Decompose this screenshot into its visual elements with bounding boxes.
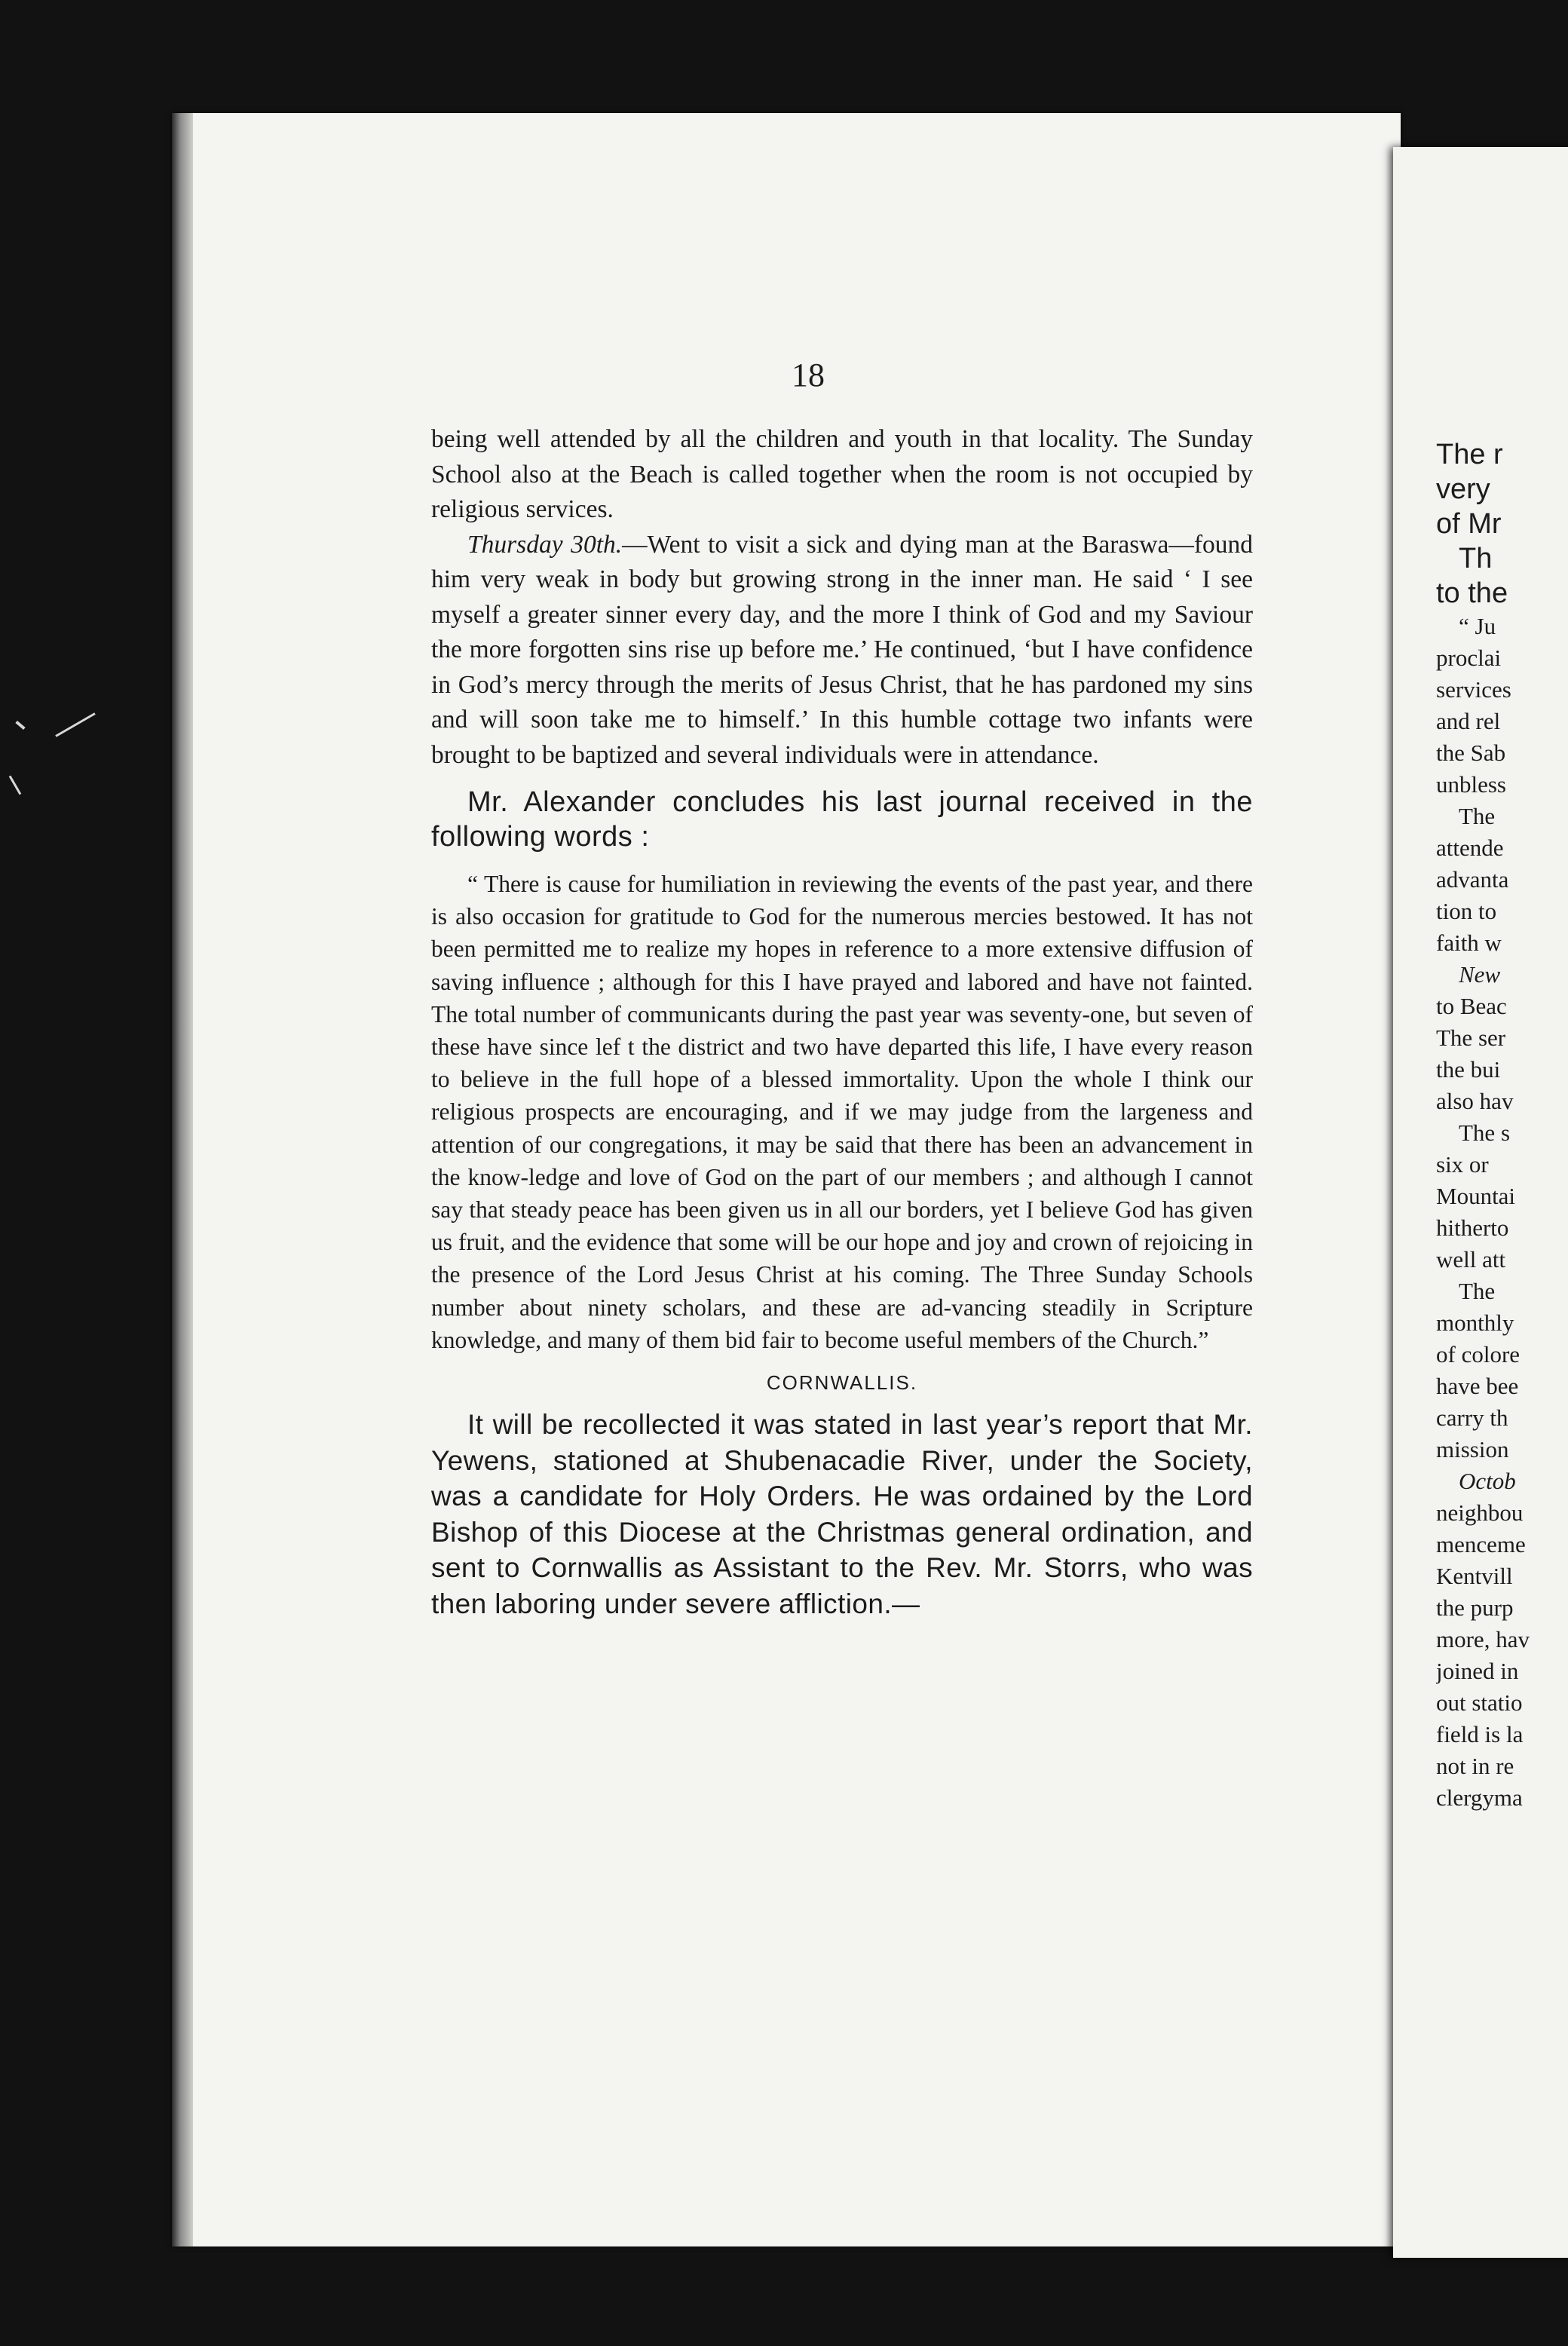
- right-fragment: also hav: [1436, 1088, 1514, 1114]
- right-fragment: Kentvill: [1436, 1563, 1513, 1589]
- right-fragment: to the: [1436, 577, 1508, 609]
- right-fragment: to Beac: [1436, 993, 1507, 1019]
- right-fragment: Th: [1459, 543, 1493, 574]
- right-fragment: of colore: [1436, 1341, 1521, 1367]
- right-fragment: joined in: [1436, 1658, 1519, 1684]
- right-fragment: The ser: [1436, 1024, 1506, 1051]
- right-fragment: advanta: [1436, 866, 1509, 893]
- right-fragment: carry th: [1436, 1404, 1508, 1431]
- page-text: [431, 422, 1253, 1622]
- right-fragment: monthly: [1436, 1309, 1514, 1336]
- film-scratch-mark: [9, 776, 22, 795]
- right-fragment: Mountai: [1436, 1183, 1516, 1209]
- right-fragment: out statio: [1436, 1689, 1523, 1716]
- right-fragment: six or: [1436, 1151, 1489, 1178]
- right-fragment: The r: [1436, 439, 1503, 470]
- right-page-fragments: [1436, 437, 1568, 1814]
- thursday-date: Thursday 30th.: [467, 530, 623, 559]
- thursday-entry: [431, 528, 1253, 773]
- right-fragment: faith w: [1436, 930, 1502, 956]
- page-binding-edge: [172, 113, 193, 2246]
- right-fragment: the purp: [1436, 1594, 1514, 1621]
- right-fragment: well att: [1436, 1246, 1506, 1273]
- right-fragment: Octob: [1459, 1468, 1516, 1494]
- alexander-quote: “ There is cause for humiliation in reviewing the events of the past year, and there is also occasion for gratitude to God for the numerous mercies bestowed. It has not been permitted me to realize my hopes in reference to a more extensive diffusion of saving influence ; although for this I have prayed and labored and have not fainted. The total number of communicants during the past year was seventy-one, but seven of these have since lef t the district and two have departed this life, I have every reason to believe in the full hope of a blessed immortality. Upon the whole I think our religious prospects are encouraging, and if we may judge from the largeness and attention of our congregations, it may be said that there has been an advancement in the know-ledge and love of God on the part of our members ; and although I cannot say that steady peace has been given us in all our borders, yet I believe God has given us fruit, and the evidence that some will be our hope and joy and crown of rejoicing in the presence of the Lord Jesus Christ at his coming. The Three Sunday Schools number about ninety scholars, and these are ad-vancing steadily in Scripture knowledge, and many of them bid fair to become useful members of the Church.”: [431, 871, 1253, 1353]
- right-fragment: and rel: [1436, 708, 1501, 734]
- right-fragment: The: [1459, 803, 1496, 829]
- cornwallis-paragraph: It will be recollected it was stated in last year’s report that Mr. Yewens, stationed at Shubenacadie River, under the Society, was a candidate for Holy Orders. He was ordained by the Lord Bishop of this Diocese at the Christmas general ordination, and sent to Cornwallis as Assistant to the Rev. Mr. Storrs, who was then laboring under severe affliction.—: [431, 1409, 1253, 1619]
- intro-line: [431, 785, 1253, 854]
- thursday-text: —Went to visit a sick and dying man at the Baraswa—found him very weak in body but growing strong in the inner man. He said ‘ I see myself a greater sinner every day, and the more I think of God and my Saviour the more forgotten sins rise up before me.’ He continued, ‘but I have confidence in God’s mercy through the merits of Jesus Christ, that he has pardoned my sins and will soon take me to himself.’ In this humble cottage two infants were brought to be baptized and several individuals were in attendance.: [431, 530, 1253, 769]
- right-fragment: The: [1459, 1278, 1496, 1304]
- right-fragment: tion to: [1436, 898, 1497, 924]
- right-fragment: menceme: [1436, 1531, 1526, 1557]
- right-fragment: very: [1436, 473, 1490, 505]
- right-fragment: the Sab: [1436, 740, 1506, 766]
- right-fragment: attende: [1436, 835, 1504, 861]
- right-fragment: The s: [1459, 1119, 1511, 1146]
- right-fragment: unbless: [1436, 771, 1506, 798]
- right-fragment: field is la: [1436, 1721, 1524, 1747]
- intro-line-text: Mr. Alexander concludes his last journal received in the following words :: [431, 786, 1253, 853]
- right-fragment: New: [1459, 961, 1501, 988]
- film-scratch-mark: [15, 721, 25, 730]
- right-fragment: proclai: [1436, 645, 1502, 671]
- film-scratch-mark: [55, 712, 95, 737]
- right-fragment: not in re: [1436, 1753, 1514, 1779]
- right-fragment: “ Ju: [1459, 613, 1496, 639]
- right-fragment: clergyma: [1436, 1784, 1523, 1811]
- right-fragment: mission: [1436, 1436, 1509, 1462]
- right-fragment: neighbou: [1436, 1499, 1524, 1526]
- right-fragment: of Mr: [1436, 508, 1502, 540]
- opening-paragraph: being well attended by all the children and youth in that locality. The Sunday School also at the Beach is called together when the room is not occupied by religious services.: [431, 425, 1253, 523]
- section-heading: CORNWALLIS.: [766, 1371, 918, 1395]
- page-number: 18: [792, 357, 825, 394]
- right-fragment: more, hav: [1436, 1626, 1530, 1652]
- right-fragment: services: [1436, 676, 1511, 703]
- right-fragment: the bui: [1436, 1056, 1501, 1083]
- right-fragment: hitherto: [1436, 1214, 1509, 1241]
- right-fragment: have bee: [1436, 1373, 1519, 1399]
